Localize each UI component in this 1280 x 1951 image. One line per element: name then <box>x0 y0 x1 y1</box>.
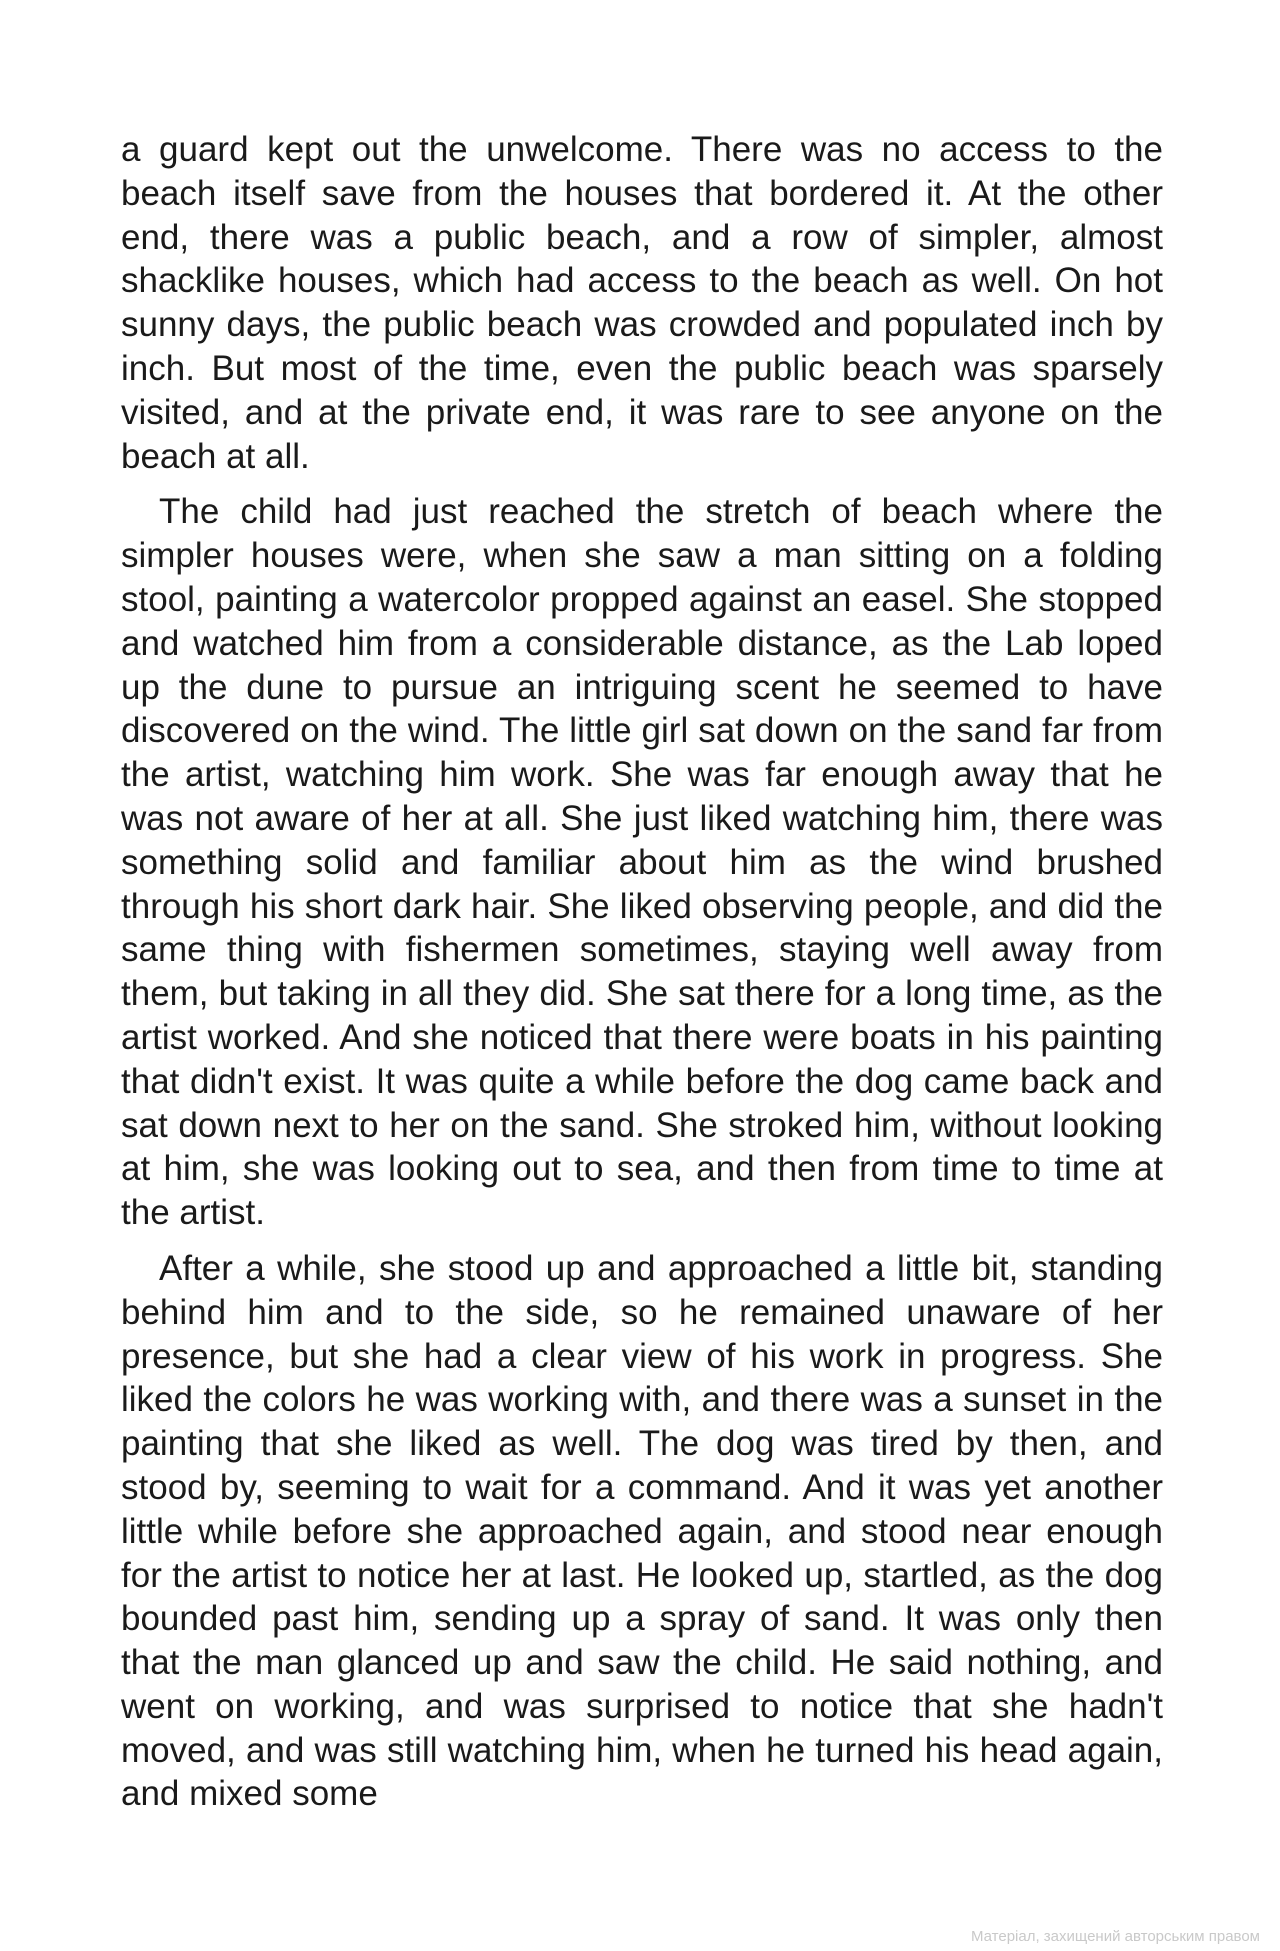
body-text <box>121 128 1163 1816</box>
copyright-watermark: Матеріал, захищений авторським правом <box>970 1928 1260 1945</box>
paragraph-1: a guard kept out the unwelcome. There was no access to the beach itself save from the houses that bordered it. At the other end, there was a public beach, and a row of simpler, almost shacklike houses, which had access to the beach as well. On hot sunny days, the public beach was crowded and populated inch by inch. But most of the time, even the public beach was sparsely visited, and at the private end, it was rare to see anyone on the beach at all. <box>121 130 1163 476</box>
paragraph-3: After a while, she stood up and approached a little bit, standing behind him and to the side, so he remained unaware of her presence, but she had a clear view of his work in progress. She liked the colors he was working with, and there was a sunset in the painting that she liked as well. The dog was tired by then, and stood by, seeming to wait for a command. And it was yet another little while before she approached again, and stood near enough for the artist to notice her at last. He looked up, startled, as the dog bounded past him, sending up a spray of sand. It was only then that the man glanced up and saw the child. He said nothing, and went on working, and was surprised to notice that she hadn't moved, and was still watching him, when he turned his head again, and mixed some <box>121 1248 1163 1814</box>
paragraph-2: The child had just reached the stretch of beach where the simpler houses were, when she saw a man sitting on a folding stool, painting a watercolor propped against an easel. She stopped and watched him from a considerable distance, as the Lab loped up the dune to pursue an intriguing scent he seemed to have discovered on the wind. The little girl sat down on the sand far from the artist, watching him work. She was far enough away that he was not aware of her at all. She just liked watching him, there was something solid and familiar about him as the wind brushed through his short dark hair. She liked observing people, and did the same thing with fishermen sometimes, staying well away from them, but taking in all they did. She sat there for a long time, as the artist worked. And she noticed that there were boats in his painting that didn't exist. It was quite a while before the dog came back and sat down next to her on the sand. She stroked him, without looking at him, she was looking out to sea, and then from time to time at the artist. <box>121 492 1163 1233</box>
